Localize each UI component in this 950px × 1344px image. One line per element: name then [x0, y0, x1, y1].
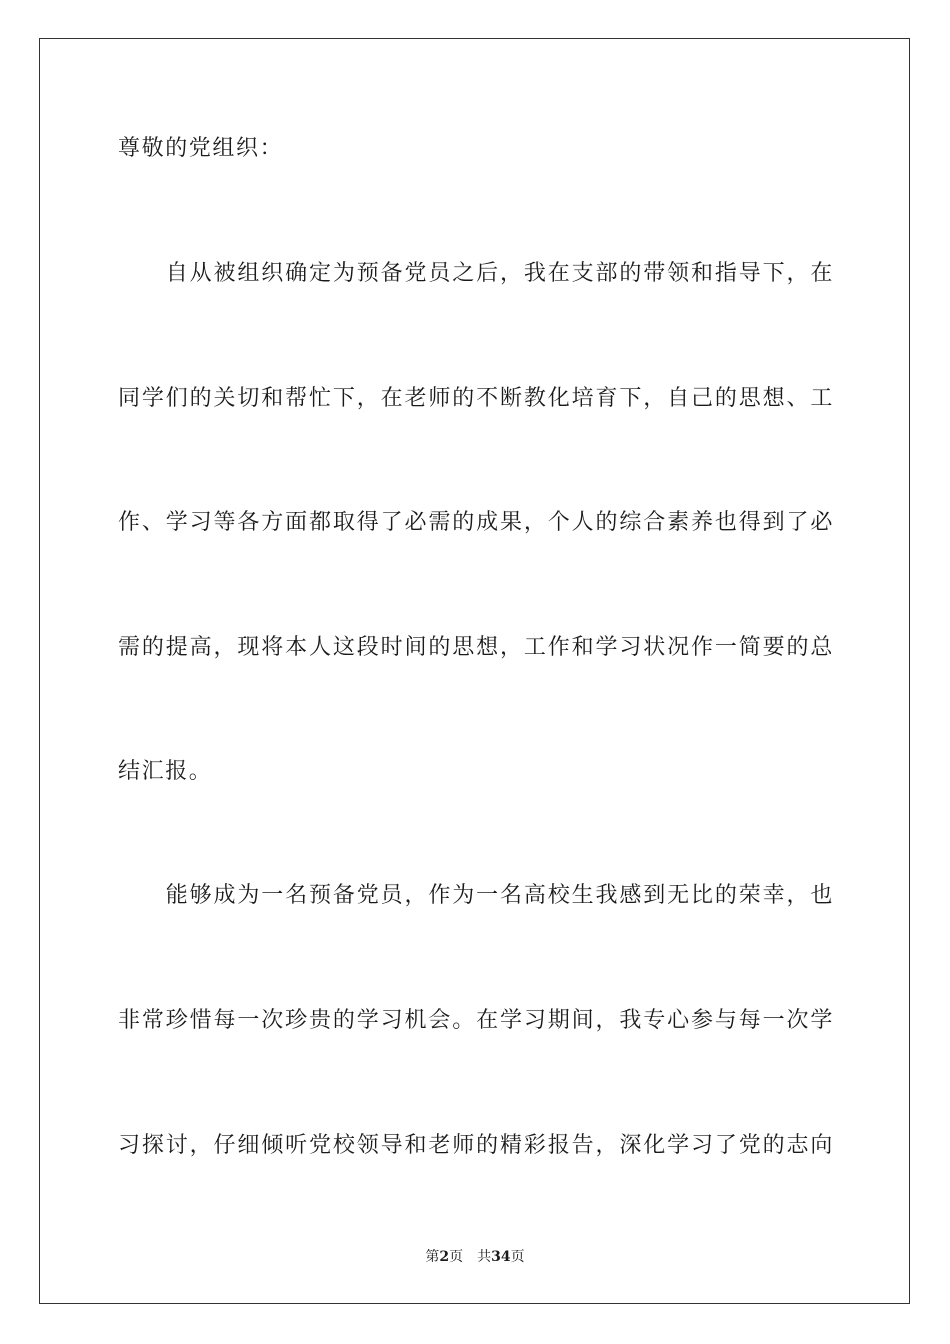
footer-page-suffix: 页 — [449, 1249, 464, 1265]
body-line-6: 能够成为一名预备党员，作为一名高校生我感到无比的荣幸，也 — [118, 883, 834, 908]
body-line-8: 习探讨，仔细倾听党校领导和老师的精彩报告，深化学习了党的志向 — [118, 1133, 834, 1158]
body-line-7: 非常珍惜每一次珍贵的学习机会。在学习期间，我专心参与每一次学 — [118, 1008, 834, 1033]
body-line-3: 作、学习等各方面都取得了必需的成果，个人的综合素养也得到了必 — [118, 510, 834, 535]
body-line-4: 需的提高，现将本人这段时间的思想，工作和学习状况作一简要的总 — [118, 635, 834, 660]
page-frame — [39, 38, 910, 1304]
body-line-1: 自从被组织确定为预备党员之后，我在支部的带领和指导下，在 — [118, 261, 834, 286]
footer-page-number: 2 — [439, 1249, 450, 1265]
footer-total-prefix: 共 — [477, 1249, 492, 1265]
footer-page-prefix: 第 — [425, 1249, 440, 1265]
body-line-5: 结汇报。 — [118, 759, 213, 784]
footer-total-pages: 34 — [491, 1249, 511, 1265]
page-footer — [0, 1248, 950, 1266]
footer-total-suffix: 页 — [510, 1249, 525, 1265]
salutation: 尊敬的党组织： — [118, 136, 284, 161]
body-line-2: 同学们的关切和帮忙下，在老师的不断教化培育下，自己的思想、工 — [118, 386, 834, 411]
